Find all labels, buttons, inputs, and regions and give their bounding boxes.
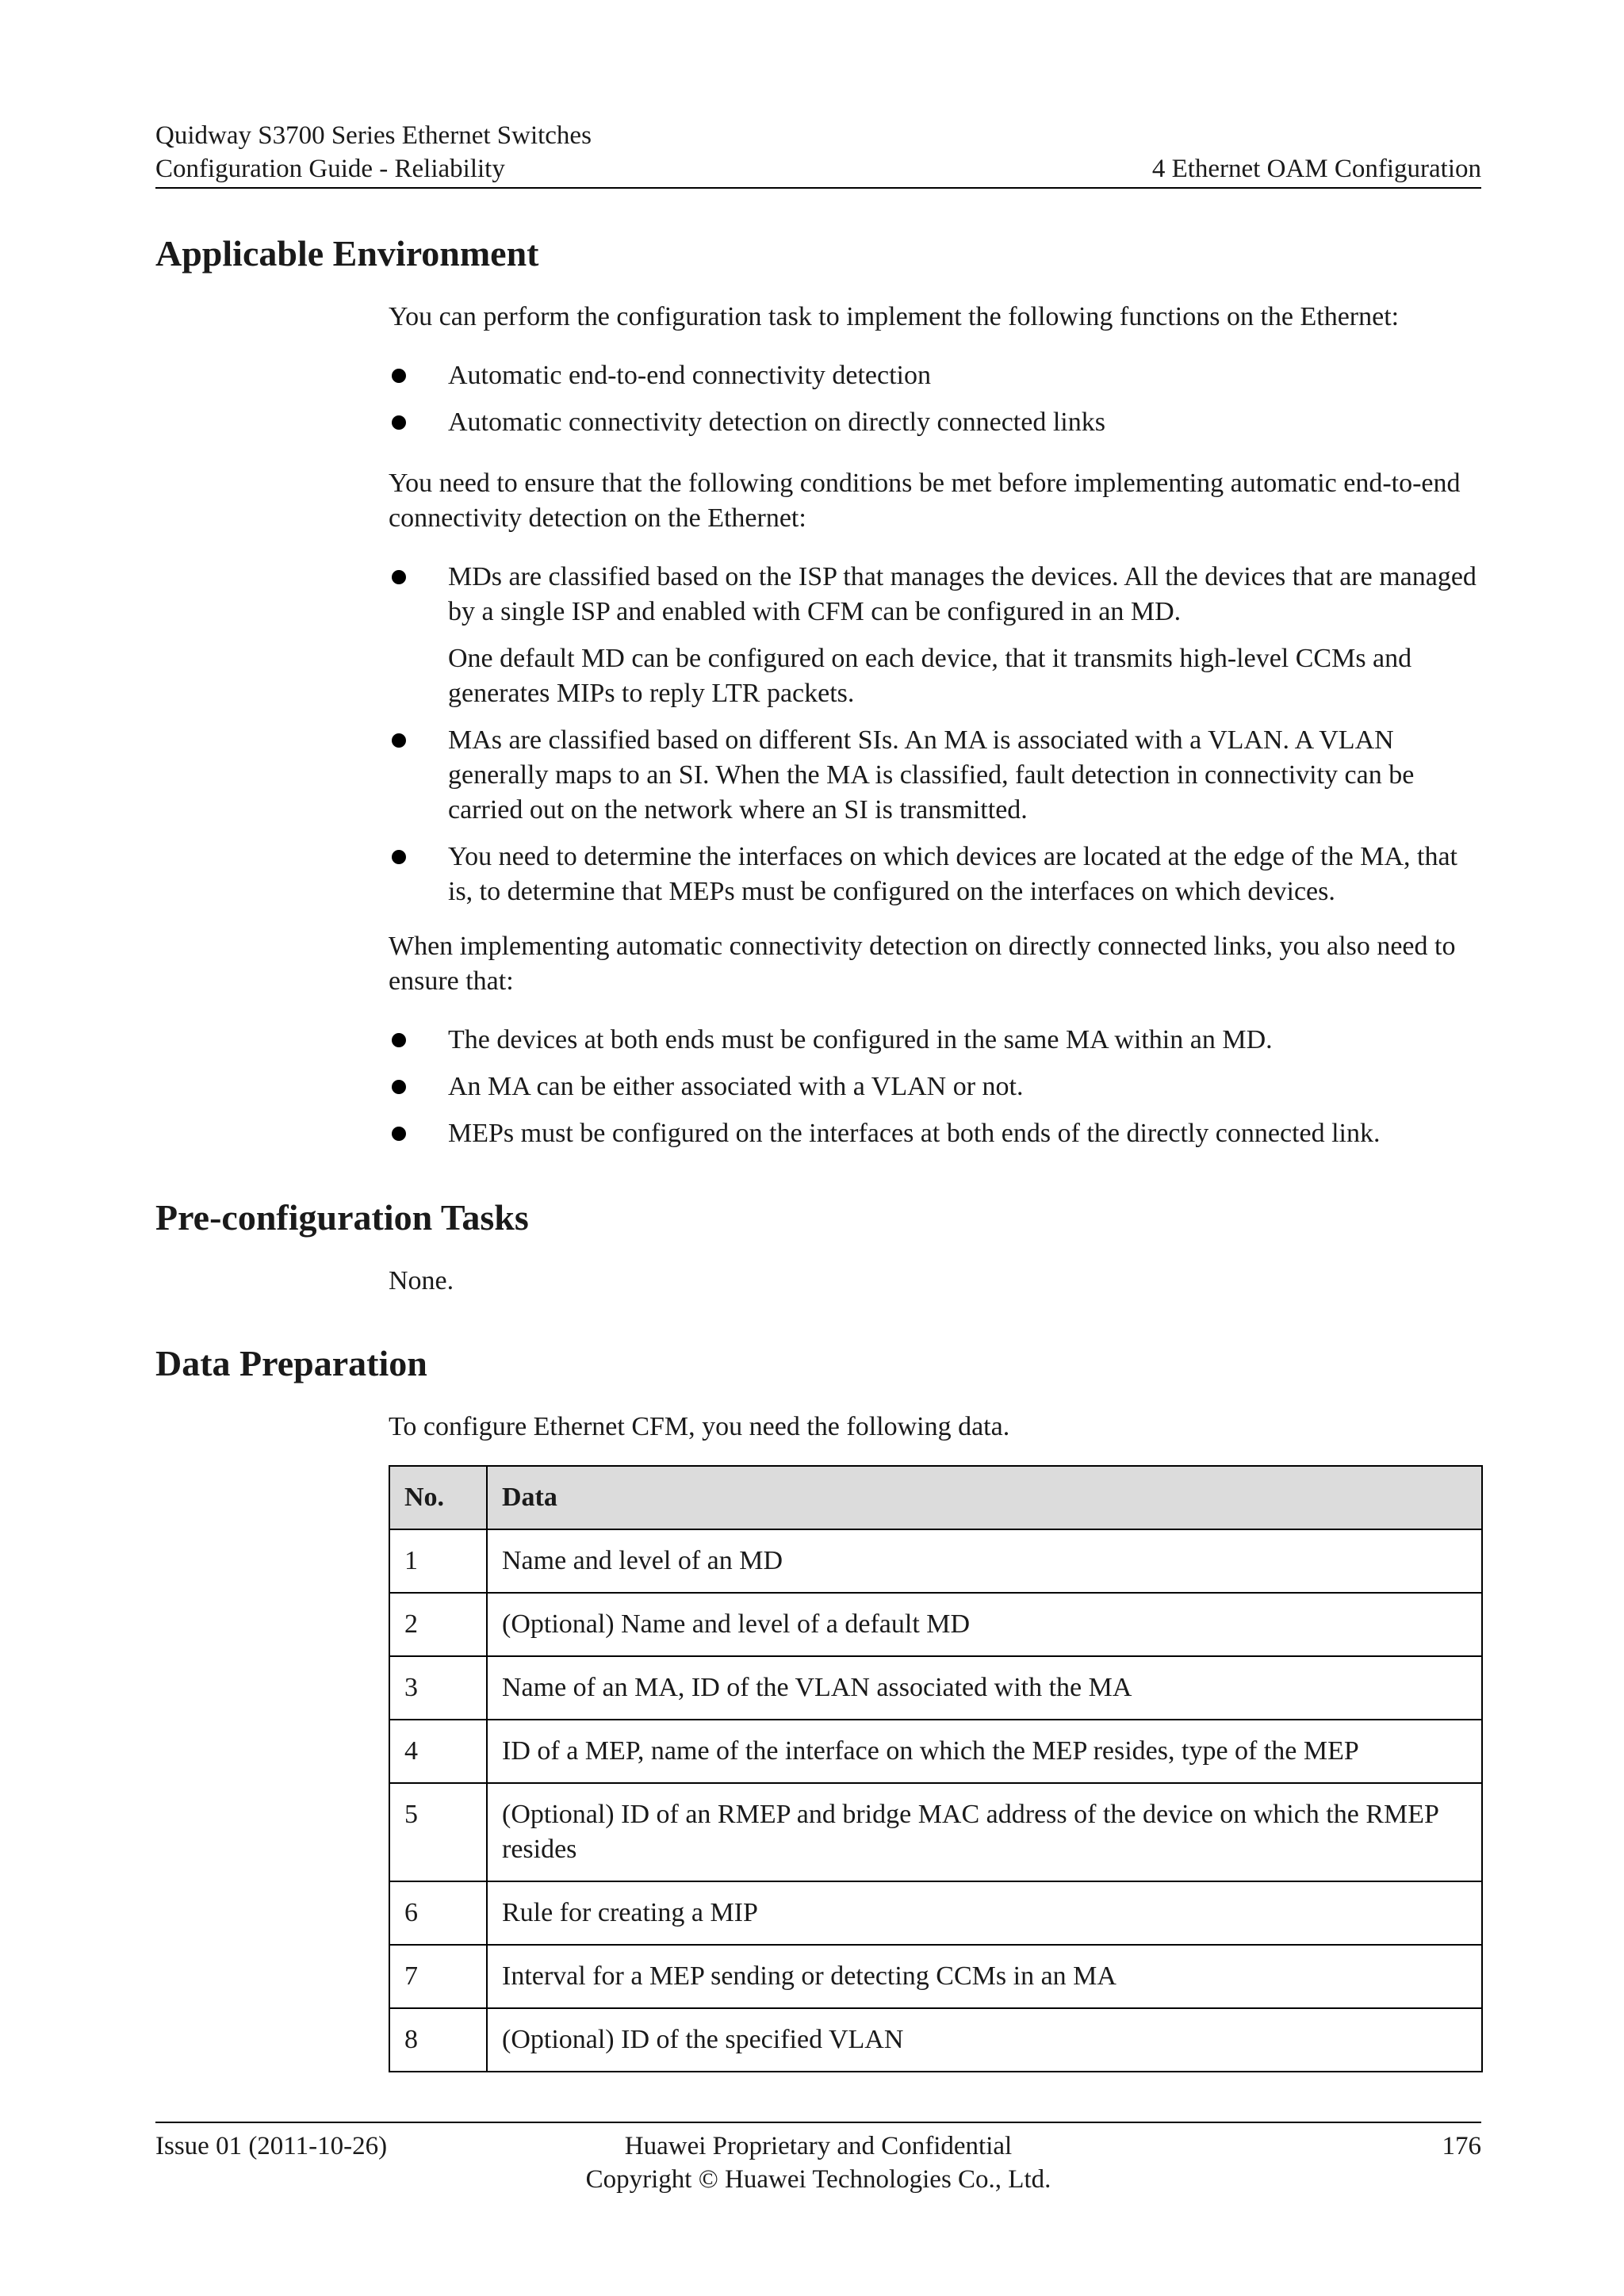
section-title-data-preparation: Data Preparation [155, 1343, 427, 1383]
bullet-icon [392, 1080, 406, 1094]
table-row [389, 2008, 1482, 2072]
column-header-data: Data [487, 1466, 1482, 1529]
functions-list [389, 358, 1483, 440]
table-row [389, 1593, 1482, 1656]
cell-data: Interval for a MEP sending or detecting CCMs in an MA [487, 1945, 1482, 2008]
direct-links-intro: When implementing automatic connectivity detection on directly connected links, you also need to ensure that: [389, 932, 1456, 996]
conditions-intro: You need to ensure that the following conditions be met before implementing automatic end-to-end connectivity detection on the Ethernet: [389, 469, 1461, 533]
page-footer [155, 2122, 1481, 2202]
footer-issue: Issue 01 (2011-10-26) [155, 2132, 388, 2160]
list-item [389, 560, 1483, 711]
bullet-icon [392, 1033, 406, 1047]
cell-no: 6 [389, 1881, 487, 1945]
column-header-no: No. [389, 1466, 487, 1529]
footer-confidential: Huawei Proprietary and Confidential [624, 2132, 1013, 2160]
cell-data: (Optional) ID of the specified VLAN [487, 2008, 1482, 2072]
list-item [389, 1116, 1483, 1151]
list-item [389, 723, 1483, 828]
table-row [389, 1783, 1482, 1881]
cell-data: Rule for creating a MIP [487, 1881, 1482, 1945]
list-item [389, 1070, 1483, 1104]
function-text: Automatic connectivity detection on directly connected links [448, 408, 1105, 437]
cell-no: 8 [389, 2008, 487, 2072]
section-title-applicable-environment: Applicable Environment [155, 233, 539, 274]
condition-note: One default MD can be configured on each device, that it transmits high-level CCMs and generates MIPs to reply LTR packets. [448, 644, 1412, 708]
page-header [155, 119, 1481, 189]
direct-item-text: MEPs must be configured on the interfaces at both ends of the directly connected link. [448, 1119, 1381, 1148]
header-chapter: 4 Ethernet OAM Configuration [1151, 155, 1481, 183]
cell-data: (Optional) ID of an RMEP and bridge MAC address of the device on which the RMEP resides [487, 1783, 1482, 1881]
bullet-icon [392, 850, 406, 864]
bullet-icon [392, 415, 406, 430]
cell-no: 1 [389, 1529, 487, 1593]
table-header-row [389, 1466, 1482, 1529]
cell-data: ID of a MEP, name of the interface on which the MEP resides, type of the MEP [487, 1720, 1482, 1783]
footer-center [155, 2130, 1481, 2196]
list-item [389, 840, 1483, 909]
direct-item-text: The devices at both ends must be configured in the same MA within an MD. [448, 1025, 1273, 1054]
cell-data: (Optional) Name and level of a default MD [487, 1593, 1482, 1656]
header-guide: Configuration Guide - Reliability [155, 155, 505, 183]
cell-data: Name and level of an MD [487, 1529, 1482, 1593]
cell-no: 4 [389, 1720, 487, 1783]
bullet-icon [392, 369, 406, 383]
table-row [389, 1945, 1482, 2008]
page-number: 176 [1442, 2132, 1481, 2160]
header-product: Quidway S3700 Series Ethernet Switches [155, 121, 592, 150]
pre-configuration-text: None. [389, 1266, 454, 1295]
direct-item-text: An MA can be either associated with a VLAN or not. [448, 1072, 1024, 1101]
table-row [389, 1720, 1482, 1783]
condition-text: MDs are classified based on the ISP that manages the devices. All the devices that are managed by a single ISP and enabled with CFM can be configured in an MD. [448, 562, 1477, 626]
table-row [389, 1656, 1482, 1720]
table-row [389, 1881, 1482, 1945]
direct-links-list [389, 1023, 1483, 1151]
list-item [389, 405, 1483, 440]
section-title-pre-configuration: Pre-configuration Tasks [155, 1197, 529, 1238]
condition-text: MAs are classified based on different SIs. An MA is associated with a VLAN. A VLAN generally maps to an SI. When the MA is classified, fault detection in connectivity can be carried out on the network where an SI is transmitted. [448, 725, 1415, 825]
footer-copyright: Copyright © Huawei Technologies Co., Ltd. [585, 2165, 1051, 2194]
bullet-icon [392, 1127, 406, 1141]
function-text: Automatic end-to-end connectivity detection [448, 361, 931, 390]
conditions-list [389, 560, 1483, 909]
list-item [389, 358, 1483, 393]
table-row [389, 1529, 1482, 1593]
applicable-intro: You can perform the configuration task to implement the following functions on the Ethernet: [389, 302, 1400, 331]
cell-data: Name of an MA, ID of the VLAN associated with the MA [487, 1656, 1482, 1720]
condition-text: You need to determine the interfaces on which devices are located at the edge of the MA, that is, to determine that MEPs must be configured on the interfaces on which devices. [448, 842, 1457, 906]
data-preparation-intro: To configure Ethernet CFM, you need the following data. [389, 1412, 1010, 1441]
cell-no: 2 [389, 1593, 487, 1656]
cell-no: 5 [389, 1783, 487, 1881]
list-item [389, 1023, 1483, 1058]
cell-no: 3 [389, 1656, 487, 1720]
bullet-icon [392, 570, 406, 584]
bullet-icon [392, 733, 406, 748]
cell-no: 7 [389, 1945, 487, 2008]
data-table [389, 1465, 1483, 2072]
